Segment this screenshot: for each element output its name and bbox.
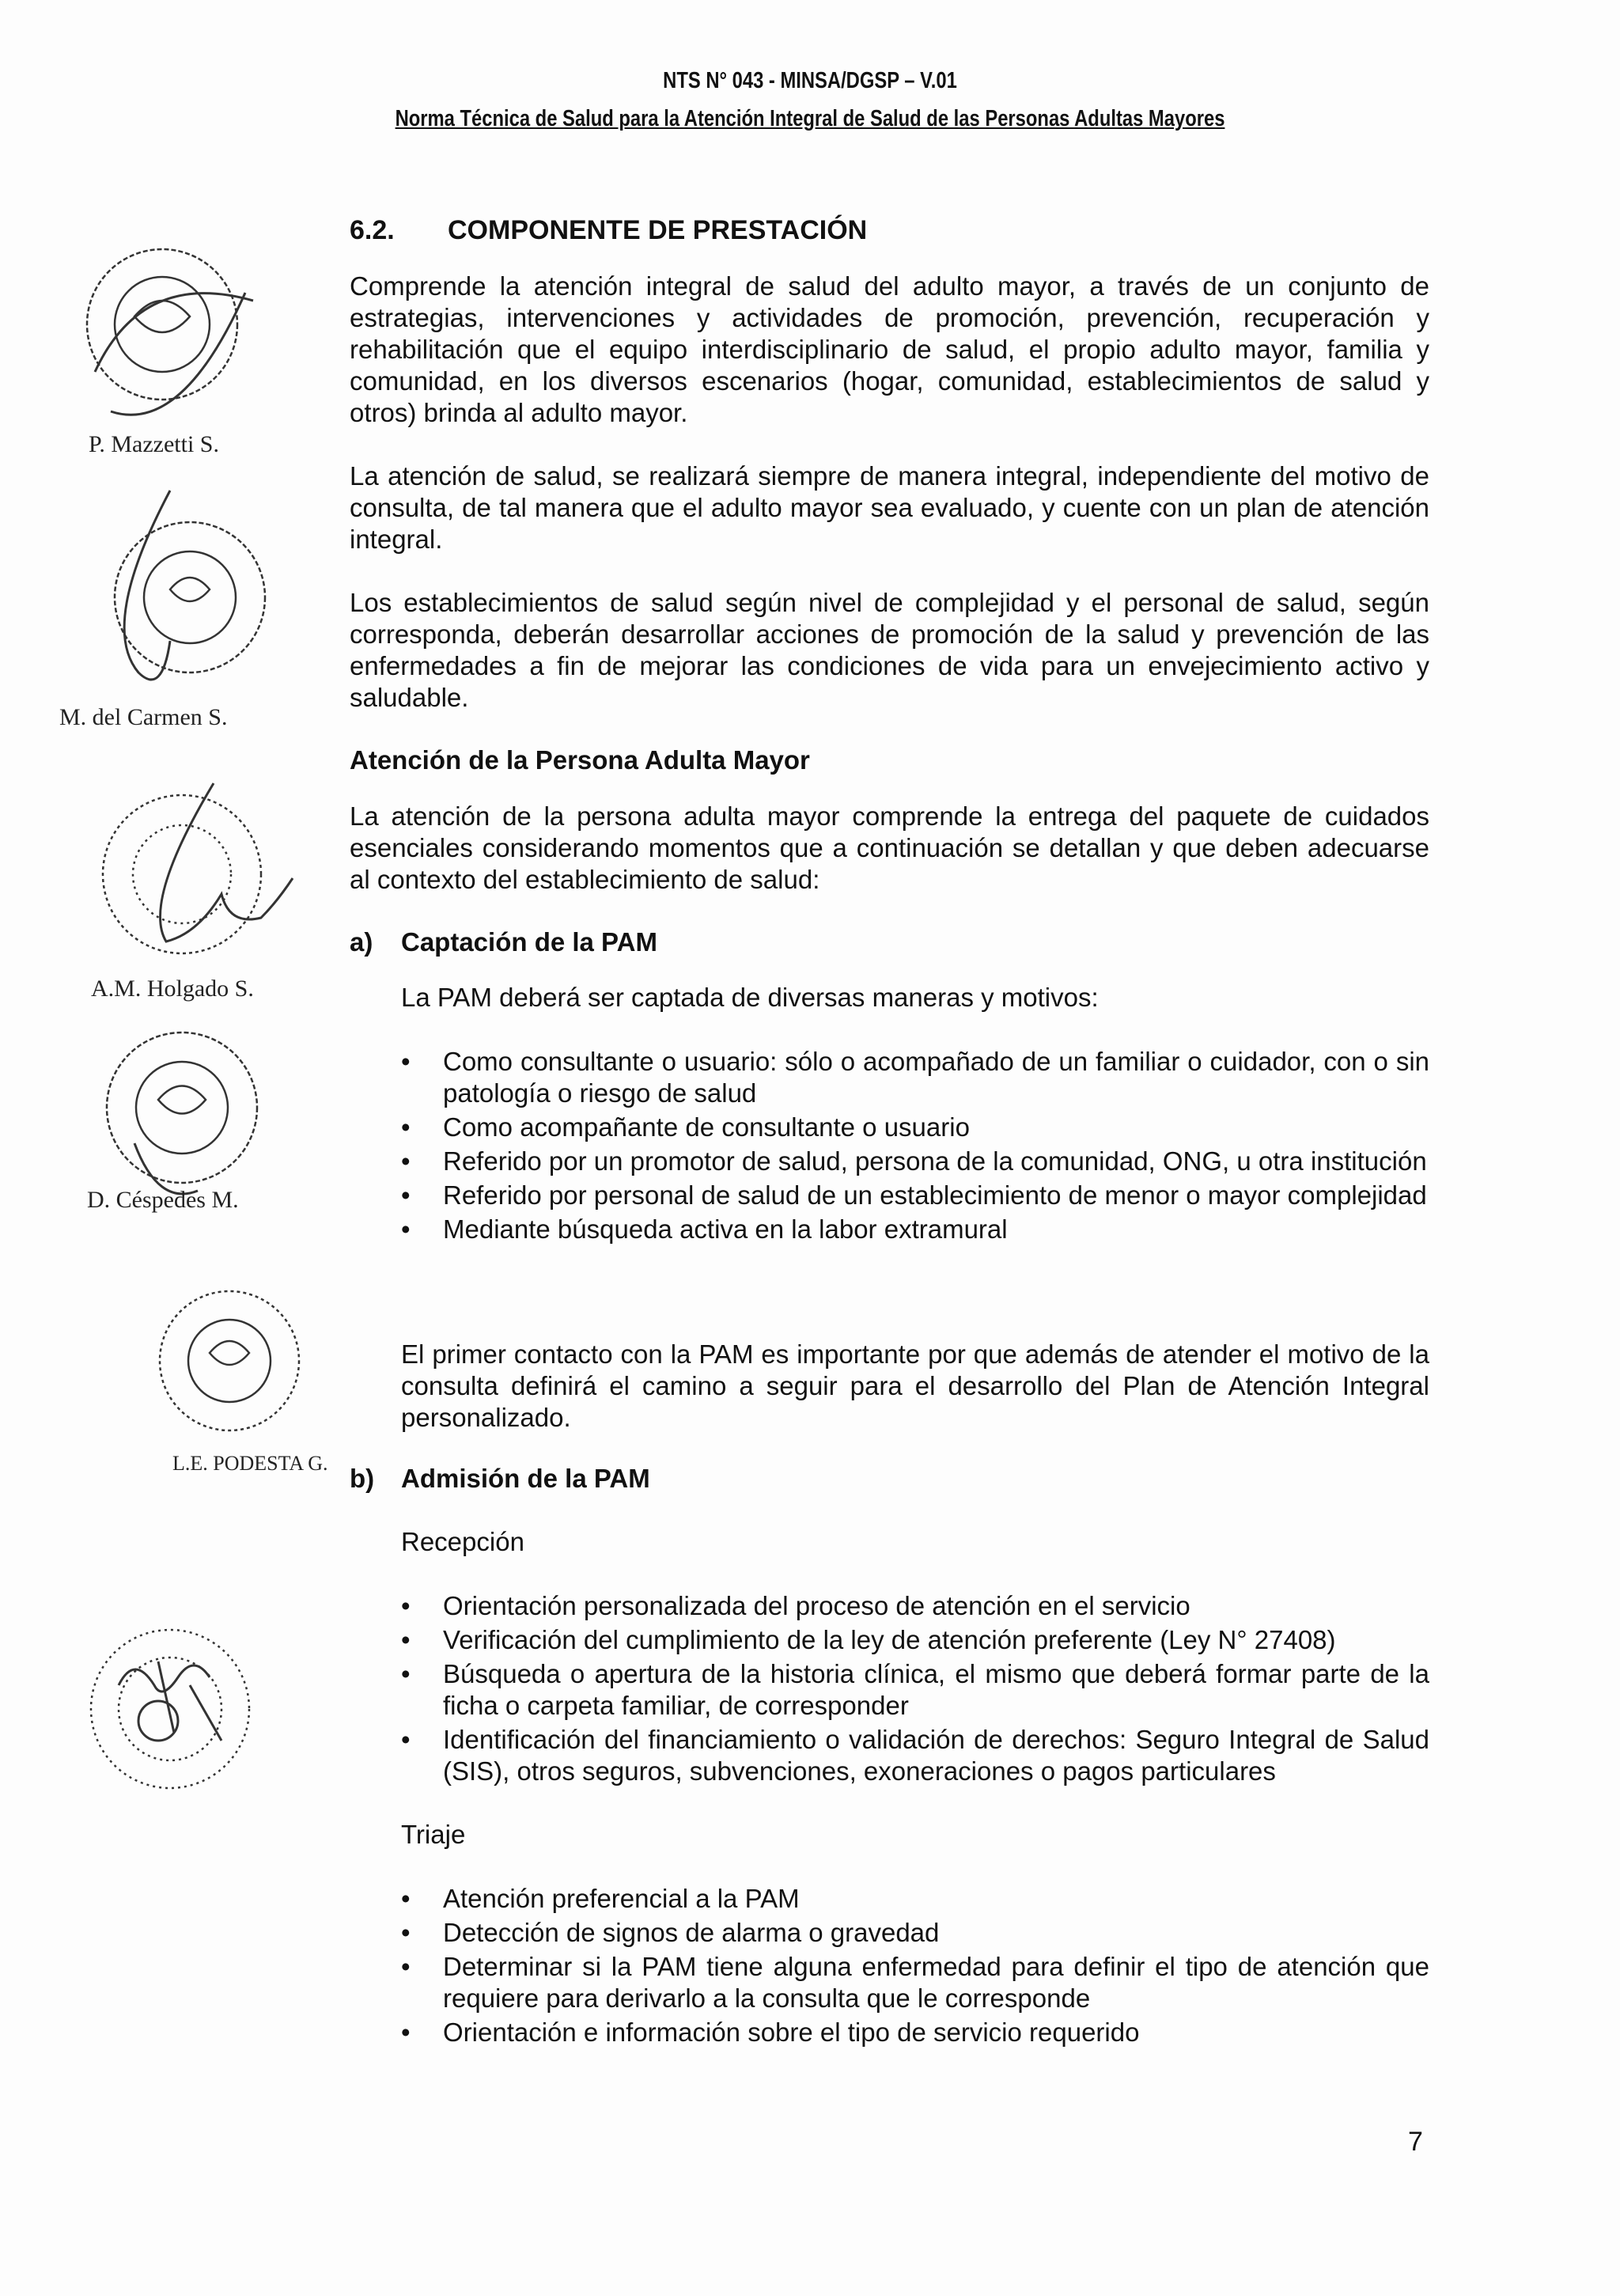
seal-1 [87,249,253,415]
list-item: • Búsqueda o apertura de la historia clínica, el mismo que deberá formar parte de la ficha o carpeta familiar, de corresponder [401,1658,1429,1722]
document-title: Norma Técnica de Salud para la Atención Integral de Salud de las Personas Adultas Mayores [395,106,1225,131]
seal-3 [103,783,293,953]
list-item: • Identificación del financiamiento o validación de derechos: Seguro Integral de Salud (SIS), otros seguros, subvenciones, exoneraciones o pagos particulares [401,1724,1429,1787]
list-item: • Referido por un promotor de salud, persona de la comunidad, ONG, u otra institución [401,1146,1429,1177]
stamp-caption-2: M. del Carmen S. [59,704,228,730]
seal-5 [160,1291,299,1430]
captacion-heading [350,927,657,957]
margin-stamps [0,0,340,1899]
list-item: • Como acompañante de consultante o usuario [401,1112,1429,1143]
paragraph-3: Los establecimientos de salud según nivel de complejidad y el personal de salud, según corresponda, deberán desarrollar acciones de promoción de la salud y prevención de las enfermedades a fin de mejorar las condiciones de vida para un envejecimiento activo y saludable. [350,588,1429,712]
captacion-title: Captación de la PAM [401,927,657,957]
captacion-letter: a) [350,927,373,957]
list-item: • Determinar si la PAM tiene alguna enfermedad para definir el tipo de atención que requiere para derivarlo a la consulta que le corresponde [401,1951,1429,2014]
captacion-intro: La PAM deberá ser captada de diversas maneras y motivos: [401,983,1099,1012]
captacion-list [401,1046,1429,1248]
recepcion-list [401,1590,1429,1790]
seal-6 [91,1630,249,1788]
stamp-caption-3: A.M. Holgado S. [91,976,254,1002]
list-item: • Orientación personalizada del proceso de atención en el servicio [401,1590,1429,1622]
triaje-label: Triaje [401,1820,466,1849]
paragraph-2: La atención de salud, se realizará siempre de manera integral, independiente del motivo de consulta, de tal manera que el adulto mayor sea evaluado, y cuente con un plan de atención integral. [350,461,1429,554]
list-item: • Verificación del cumplimiento de la ley de atención preferente (Ley N° 27408) [401,1624,1429,1656]
official-seals [0,0,340,1899]
section-title [350,215,867,246]
list-item: • Detección de signos de alarma o gravedad [401,1917,1429,1949]
list-item: • Mediante búsqueda activa en la labor extramural [401,1214,1429,1245]
stamp-caption-1: P. Mazzetti S. [89,431,219,457]
section-name: COMPONENTE DE PRESTACIÓN [448,215,868,245]
admision-letter: b) [350,1464,375,1493]
document-code: NTS N° 043 - MINSA/DGSP – V.01 [663,68,957,93]
atencion-heading: Atención de la Persona Adulta Mayor [350,745,810,775]
recepcion-label: Recepción [401,1527,524,1556]
list-item: • Referido por personal de salud de un establecimiento de menor o mayor complejidad [401,1180,1429,1211]
list-item: • Orientación e información sobre el tipo de servicio requerido [401,2017,1429,2048]
list-item: • Como consultante o usuario: sólo o acompañado de un familiar o cuidador, con o sin patología o riesgo de salud [401,1046,1429,1109]
stamp-caption-5: L.E. PODESTA G. [172,1452,328,1475]
captacion-closing: El primer contacto con la PAM es importante por que además de atender el motivo de la consulta definirá el camino a seguir para el desarrollo del Plan de Atención Integral personalizado. [401,1339,1429,1432]
list-item: • Atención preferencial a la PAM [401,1883,1429,1915]
admision-title: Admisión de la PAM [401,1464,650,1493]
paragraph-1: Comprende la atención integral de salud del adulto mayor, a través de un conjunto de estrategias, intervenciones y actividades de promoción, prevención, recuperación y rehabilitación que el equipo interdisciplinario de salud, el propio adulto mayor, familia y comunidad, en los diversos escenarios (hogar, comunidad, establecimientos de salud y otros) brinda al adulto mayor. [350,271,1429,427]
seal-2 [115,491,265,680]
section-number: 6.2. [350,215,395,245]
seal-4 [107,1032,257,1194]
atencion-text: La atención de la persona adulta mayor comprende la entrega del paquete de cuidados esenciales considerando momentos que a continuación se detallan y que deben adecuarse al contexto del establecimiento de salud: [350,801,1429,894]
triaje-list [401,1883,1429,2051]
page-number: 7 [1408,2127,1423,2157]
stamp-caption-4: D. Céspedes M. [87,1187,239,1213]
admision-heading [350,1464,650,1494]
